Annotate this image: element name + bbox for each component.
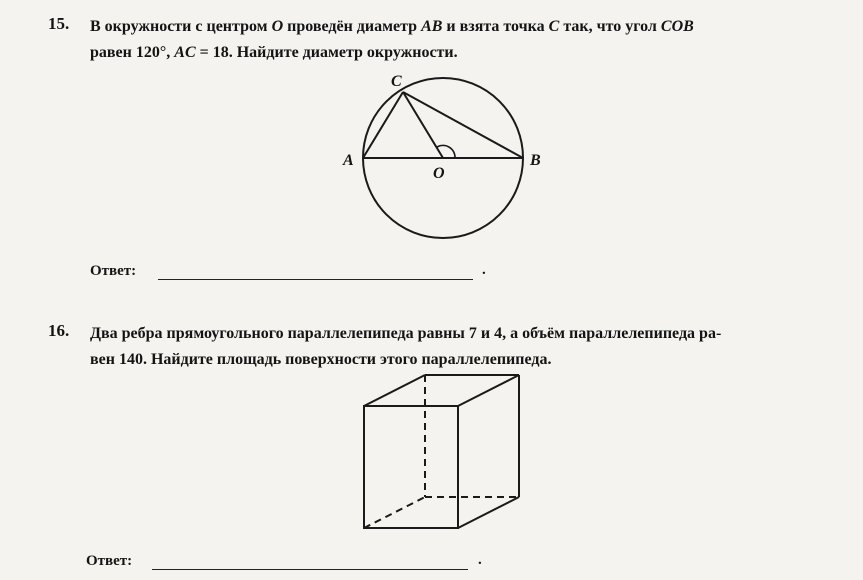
- problem-16-number: 16.: [48, 321, 70, 340]
- answer-15-dot: .: [482, 262, 486, 278]
- problem-15-line-2: равен 120°, AC = 18. Найдите диаметр окружности.: [90, 44, 458, 61]
- answer-16-input-line[interactable]: [152, 569, 468, 570]
- problem-15-text: [90, 14, 840, 66]
- circle-diagram: [330, 70, 560, 260]
- edge-top-left: [364, 375, 425, 406]
- parallelepiped-diagram: [350, 365, 535, 535]
- problem-15-number: 15.: [48, 14, 70, 33]
- chord-cb: [403, 92, 523, 158]
- problem-16-line-2: вен 140. Найдите площадь поверхности этого параллелепипеда.: [90, 351, 552, 368]
- label-b: B: [530, 152, 541, 169]
- answer-16-label: Ответ:: [86, 553, 133, 569]
- answer-15-input-line[interactable]: [158, 279, 473, 280]
- hidden-edge-bottom-left: [364, 497, 425, 528]
- answer-15-label: Ответ:: [90, 263, 137, 279]
- chord-ac: [363, 92, 403, 158]
- edge-top-right: [458, 375, 519, 406]
- answer-16: [86, 552, 482, 570]
- answer-15: [90, 262, 486, 280]
- problem-15-line-1: В окружности с центром O проведён диаметр AB и взята точка C так, что угол COB: [90, 18, 694, 35]
- edge-bottom-right: [458, 497, 519, 528]
- label-c: C: [391, 73, 402, 90]
- answer-16-dot: .: [478, 552, 482, 568]
- front-face: [364, 406, 458, 528]
- label-a: A: [343, 152, 354, 169]
- label-o: O: [433, 165, 445, 182]
- problem-16-line-1: Два ребра прямоугольного параллелепипеда равны 7 и 4, а объём параллелепипеда ра-: [90, 325, 722, 342]
